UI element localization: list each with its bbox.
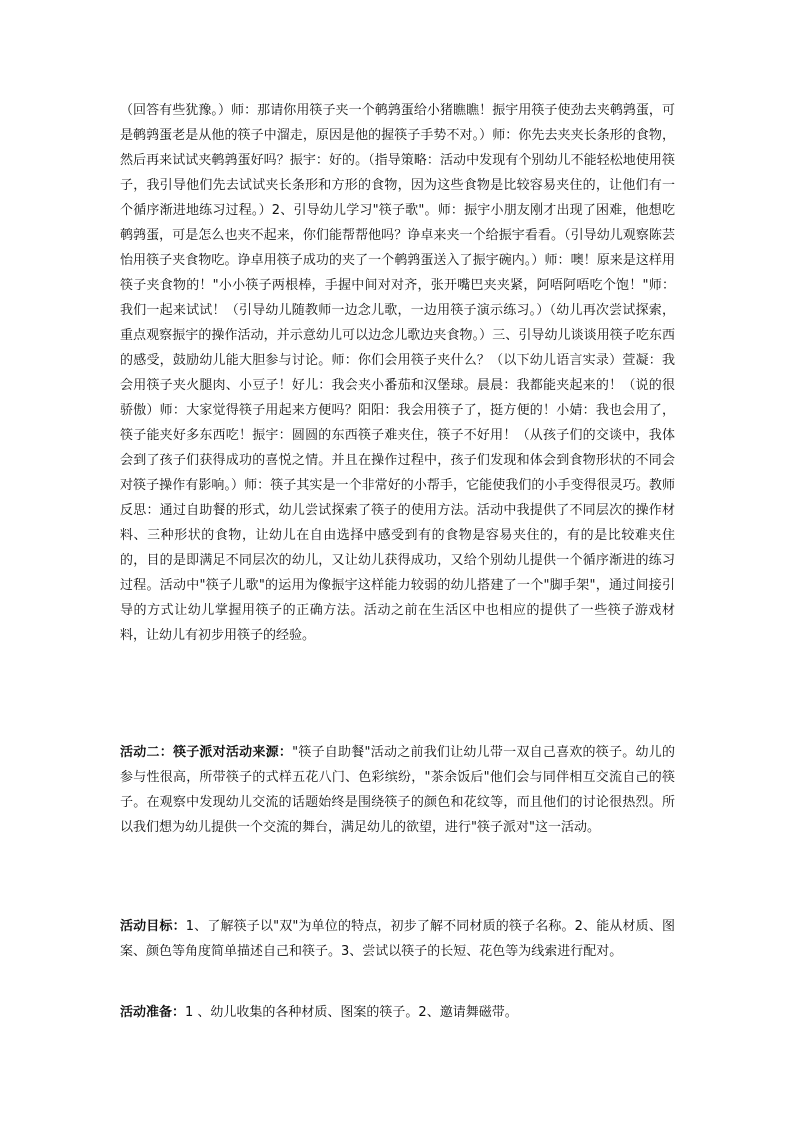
paragraph-activity-preparation <box>120 1000 675 1025</box>
section-label: 活动准备： <box>120 1005 186 1020</box>
paragraph-activity-goals <box>120 914 675 964</box>
paragraph-body: "筷子自助餐"活动之前我们让幼儿带一双自己喜欢的筷子。幼儿的参与性很高，所带筷子的式样五花八门、色彩缤纷，"茶余饭后"他们会与同伴相互交流自己的筷子。在观察中发现幼儿交流的话题始终是围绕筷子的颜色和花纹等，而且他们的讨论很热烈。所以我们想为幼儿提供一个交流的舞台，满足幼儿的欲望，进行"筷子派对"这一活动。 <box>120 745 675 835</box>
paragraph-body: （回答有些犹豫。）师：那请你用筷子夹一个鹌鹑蛋给小猪瞧瞧！振宇用筷子使劲去夹鹌鹑蛋，可是鹌鹑蛋老是从他的筷子中溜走，原因是他的握筷子手势不对。）师：你先去夹夹长条形的食物，然后再来试试夹鹌鹑蛋好吗？振宇：好的。（指导策略：活动中发现有个别幼儿不能轻松地使用筷子，我引导他们先去试试夹长条形和方形的食物，因为这些食物是比较容易夹住的，让他们有一个循序渐进地练习过程。）2、引导幼儿学习"筷子歌"。师：振宇小朋友刚才出现了困难，他想吃鹌鹑蛋，可是怎么也夹不起来，你们能帮帮他吗？诤卓来夹一个给振宇看看。（引导幼儿观察陈芸怡用筷子夹食物吃。诤卓用筷子成功的夹了一个鹌鹑蛋送入了振宇碗内。）师：噢！原来是这样用筷子夹食物的！"小小筷子两根棒，手握中间对对齐，张开嘴巴夹夹紧，阿唔阿唔吃个饱！"师：我们一起来试试！（引导幼儿随教师一边念儿歌，一边用筷子演示练习。）（幼儿再次尝试探索，重点观察振宇的操作活动，并示意幼儿可以边念儿歌边夹食物。）三、引导幼儿谈谈用筷子吃东西的感受，鼓励幼儿能大胆参与讨论。师：你们会用筷子夹什么？（以下幼儿语言实录）萱凝：我会用筷子夹火腿肉、小豆子！好儿：我会夹小番茄和汉堡球。晨晨：我都能夹起来的！（说的很骄傲）师：大家觉得筷子用起来方便吗？阳阳：我会用筷子了，挺方便的！小婧：我也会用了，筷子能夹好多东西吃！振宇：圆圆的东西筷子难夹住，筷子不好用！（从孩子们的交谈中，我体会到了孩子们获得成功的喜悦之情。并且在操作过程中，孩子们发现和体会到食物形状的不同会对筷子操作有影响。）师：筷子其实是一个非常好的小帮手，它能使我们的小手变得很灵巧。教师反思：通过自助餐的形式，幼儿尝试探索了筷子的使用方法。活动中我提供了不同层次的操作材料、三种形状的食物，让幼儿在自由选择中感受到有的食物是容易夹住的，有的是比较难夹住的，目的是即满足不同层次的幼儿，又让幼儿获得成功，又给个别幼儿提供一个循序渐进的练习过程。活动中"筷子儿歌"的运用为像振宇这样能力较弱的幼儿搭建了一个"脚手架"，通过间接引导的方式让幼儿掌握用筷子的正确方法。活动之前在生活区中也相应的提供了一些筷子游戏材料，让幼儿有初步用筷子的经验。 <box>120 103 675 643</box>
section-label: 活动二：筷子派对活动来源： <box>120 745 293 760</box>
paragraph-activity-two-source <box>120 740 675 840</box>
paragraph-activity-reflection <box>120 98 675 648</box>
section-label: 活动目标： <box>120 919 186 934</box>
paragraph-body: 1、了解筷子以"双"为单位的特点，初步了解不同材质的筷子名称。2、能从材质、图案、颜色等角度简单描述自己和筷子。3、尝试以筷子的长短、花色等为线索进行配对。 <box>120 919 675 959</box>
paragraph-body: 1 、幼儿收集的各种材质、图案的筷子。2、邀请舞磁带。 <box>185 1005 518 1020</box>
